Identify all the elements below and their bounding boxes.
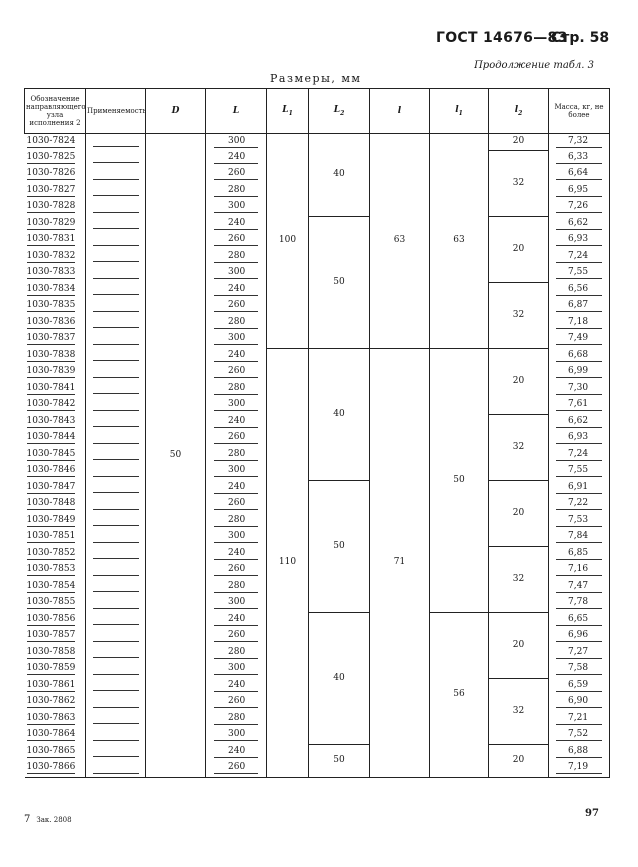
L-value-cell: 240 bbox=[206, 678, 267, 695]
application-cell bbox=[86, 150, 146, 167]
mass-cell: 7,47 bbox=[549, 579, 610, 596]
col-designation: Обозначение направляющего узла исполнения 2 bbox=[25, 89, 86, 134]
designation-cell: 1030-7827 bbox=[25, 183, 86, 200]
designation-cell: 1030-7839 bbox=[25, 365, 86, 382]
application-cell bbox=[86, 546, 146, 563]
mass-cell: 6,88 bbox=[549, 744, 610, 761]
table-row bbox=[25, 348, 610, 365]
L2-value-cell: 50 bbox=[309, 744, 370, 777]
l2-value-cell: 32 bbox=[489, 678, 549, 744]
mass-cell: 6,93 bbox=[549, 233, 610, 250]
designation-cell: 1030-7829 bbox=[25, 216, 86, 233]
L1-value-cell: 110 bbox=[267, 348, 309, 777]
l2-value-cell: 20 bbox=[489, 744, 549, 777]
l2-value-cell: 32 bbox=[489, 282, 549, 348]
L-value-cell: 280 bbox=[206, 579, 267, 596]
mass-cell: 6,87 bbox=[549, 299, 610, 316]
L-value-cell: 260 bbox=[206, 431, 267, 448]
designation-cell: 1030-7838 bbox=[25, 348, 86, 365]
table-row bbox=[25, 480, 610, 497]
L-value-cell: 260 bbox=[206, 299, 267, 316]
table-continuation-note: Продолжение табл. 3 bbox=[474, 60, 594, 71]
application-cell bbox=[86, 332, 146, 349]
l2-value-cell: 20 bbox=[489, 480, 549, 546]
L-value-cell: 300 bbox=[206, 398, 267, 415]
application-cell bbox=[86, 315, 146, 332]
mass-cell: 7,84 bbox=[549, 530, 610, 547]
L-value-cell: 280 bbox=[206, 645, 267, 662]
designation-cell: 1030-7841 bbox=[25, 381, 86, 398]
l2-value-cell: 32 bbox=[489, 150, 549, 216]
L-value-cell: 240 bbox=[206, 348, 267, 365]
mass-cell: 7,49 bbox=[549, 332, 610, 349]
L2-value-cell: 40 bbox=[309, 612, 370, 744]
L-value-cell: 300 bbox=[206, 266, 267, 283]
L-value-cell: 260 bbox=[206, 167, 267, 184]
col-D: D bbox=[146, 89, 206, 134]
l2-value-cell: 20 bbox=[489, 134, 549, 151]
mass-cell: 7,78 bbox=[549, 596, 610, 613]
designation-cell: 1030-7835 bbox=[25, 299, 86, 316]
mass-cell: 7,19 bbox=[549, 761, 610, 778]
mass-cell: 7,32 bbox=[549, 134, 610, 151]
mass-cell: 6,91 bbox=[549, 480, 610, 497]
designation-cell: 1030-7859 bbox=[25, 662, 86, 679]
application-cell bbox=[86, 530, 146, 547]
col-L2: $L_2$ bbox=[309, 89, 370, 134]
L1-value-cell: 100 bbox=[267, 134, 309, 349]
mass-cell: 6,65 bbox=[549, 612, 610, 629]
L-value-cell: 300 bbox=[206, 728, 267, 745]
L-value-cell: 240 bbox=[206, 612, 267, 629]
L-value-cell: 300 bbox=[206, 200, 267, 217]
designation-cell: 1030-7864 bbox=[25, 728, 86, 745]
designation-cell: 1030-7855 bbox=[25, 596, 86, 613]
designation-cell: 1030-7853 bbox=[25, 563, 86, 580]
application-cell bbox=[86, 348, 146, 365]
application-cell bbox=[86, 480, 146, 497]
mass-cell: 7,22 bbox=[549, 497, 610, 514]
application-cell bbox=[86, 596, 146, 613]
mass-cell: 6,93 bbox=[549, 431, 610, 448]
L-value-cell: 280 bbox=[206, 249, 267, 266]
application-cell bbox=[86, 398, 146, 415]
L2-value-cell: 40 bbox=[309, 134, 370, 217]
designation-cell: 1030-7844 bbox=[25, 431, 86, 448]
designation-cell: 1030-7832 bbox=[25, 249, 86, 266]
L2-value-cell: 40 bbox=[309, 348, 370, 480]
application-cell bbox=[86, 365, 146, 382]
application-cell bbox=[86, 299, 146, 316]
application-cell bbox=[86, 563, 146, 580]
mass-cell: 7,55 bbox=[549, 266, 610, 283]
mass-cell: 6,33 bbox=[549, 150, 610, 167]
L-value-cell: 240 bbox=[206, 414, 267, 431]
dimensions-table bbox=[24, 88, 610, 778]
application-cell bbox=[86, 612, 146, 629]
application-cell bbox=[86, 167, 146, 184]
application-cell bbox=[86, 200, 146, 217]
application-cell bbox=[86, 134, 146, 151]
mass-cell: 7,30 bbox=[549, 381, 610, 398]
designation-cell: 1030-7842 bbox=[25, 398, 86, 415]
mass-cell: 7,24 bbox=[549, 249, 610, 266]
mass-cell: 6,68 bbox=[549, 348, 610, 365]
designation-cell: 1030-7826 bbox=[25, 167, 86, 184]
application-cell bbox=[86, 629, 146, 646]
designation-cell: 1030-7845 bbox=[25, 447, 86, 464]
application-cell bbox=[86, 249, 146, 266]
L-value-cell: 260 bbox=[206, 761, 267, 778]
application-cell bbox=[86, 728, 146, 745]
L-value-cell: 240 bbox=[206, 744, 267, 761]
application-cell bbox=[86, 266, 146, 283]
footer-page-number: 97 bbox=[585, 808, 599, 819]
L-value-cell: 280 bbox=[206, 315, 267, 332]
l2-value-cell: 20 bbox=[489, 348, 549, 414]
mass-cell: 7,21 bbox=[549, 711, 610, 728]
designation-cell: 1030-7861 bbox=[25, 678, 86, 695]
col-l: l bbox=[370, 89, 430, 134]
designation-cell: 1030-7856 bbox=[25, 612, 86, 629]
application-cell bbox=[86, 414, 146, 431]
mass-cell: 6,99 bbox=[549, 365, 610, 382]
L-value-cell: 240 bbox=[206, 546, 267, 563]
application-cell bbox=[86, 579, 146, 596]
table-row bbox=[25, 612, 610, 629]
table-body bbox=[25, 134, 610, 778]
l2-value-cell: 20 bbox=[489, 612, 549, 678]
page-number: Стр. 58 bbox=[551, 30, 610, 46]
application-cell bbox=[86, 744, 146, 761]
L-value-cell: 300 bbox=[206, 530, 267, 547]
designation-cell: 1030-7834 bbox=[25, 282, 86, 299]
L-value-cell: 300 bbox=[206, 662, 267, 679]
footer-left: 7 Зак. 2808 bbox=[24, 814, 72, 825]
designation-cell: 1030-7833 bbox=[25, 266, 86, 283]
designation-cell: 1030-7857 bbox=[25, 629, 86, 646]
application-cell bbox=[86, 233, 146, 250]
designation-cell: 1030-7825 bbox=[25, 150, 86, 167]
designation-cell: 1030-7849 bbox=[25, 513, 86, 530]
application-cell bbox=[86, 711, 146, 728]
mass-cell: 6,96 bbox=[549, 629, 610, 646]
table-row bbox=[25, 134, 610, 151]
L-value-cell: 300 bbox=[206, 134, 267, 151]
L-value-cell: 260 bbox=[206, 497, 267, 514]
designation-cell: 1030-7837 bbox=[25, 332, 86, 349]
col-mass: Масса, кг, не более bbox=[549, 89, 610, 134]
l2-value-cell: 32 bbox=[489, 546, 549, 612]
mass-cell: 7,16 bbox=[549, 563, 610, 580]
l2-value-cell: 32 bbox=[489, 414, 549, 480]
designation-cell: 1030-7828 bbox=[25, 200, 86, 217]
table-row bbox=[25, 744, 610, 761]
L-value-cell: 260 bbox=[206, 563, 267, 580]
table-header-row bbox=[25, 89, 610, 134]
L-value-cell: 280 bbox=[206, 447, 267, 464]
L-value-cell: 280 bbox=[206, 381, 267, 398]
l-value-cell: 63 bbox=[370, 134, 430, 349]
l2-value-cell: 20 bbox=[489, 216, 549, 282]
L-value-cell: 280 bbox=[206, 711, 267, 728]
L-value-cell: 240 bbox=[206, 150, 267, 167]
mass-cell: 6,95 bbox=[549, 183, 610, 200]
application-cell bbox=[86, 678, 146, 695]
col-L1: $L_1$ bbox=[267, 89, 309, 134]
mass-cell: 6,59 bbox=[549, 678, 610, 695]
l1-value-cell: 56 bbox=[430, 612, 489, 777]
mass-cell: 6,85 bbox=[549, 546, 610, 563]
designation-cell: 1030-7843 bbox=[25, 414, 86, 431]
designation-cell: 1030-7866 bbox=[25, 761, 86, 778]
mass-cell: 7,24 bbox=[549, 447, 610, 464]
L-value-cell: 280 bbox=[206, 183, 267, 200]
L-value-cell: 240 bbox=[206, 216, 267, 233]
L-value-cell: 260 bbox=[206, 695, 267, 712]
mass-cell: 7,55 bbox=[549, 464, 610, 481]
L-value-cell: 240 bbox=[206, 480, 267, 497]
col-application: Применяемость bbox=[86, 89, 146, 134]
designation-cell: 1030-7865 bbox=[25, 744, 86, 761]
designation-cell: 1030-7858 bbox=[25, 645, 86, 662]
application-cell bbox=[86, 183, 146, 200]
l1-value-cell: 63 bbox=[430, 134, 489, 349]
standard-number: ГОСТ 14676—83 bbox=[436, 30, 568, 46]
D-value-cell: 50 bbox=[146, 134, 206, 778]
designation-cell: 1030-7847 bbox=[25, 480, 86, 497]
mass-cell: 7,53 bbox=[549, 513, 610, 530]
mass-cell: 7,26 bbox=[549, 200, 610, 217]
mass-cell: 6,90 bbox=[549, 695, 610, 712]
mass-cell: 6,62 bbox=[549, 216, 610, 233]
mass-cell: 6,62 bbox=[549, 414, 610, 431]
mass-cell: 6,64 bbox=[549, 167, 610, 184]
application-cell bbox=[86, 216, 146, 233]
L2-value-cell: 50 bbox=[309, 480, 370, 612]
L-value-cell: 240 bbox=[206, 282, 267, 299]
mass-cell: 7,58 bbox=[549, 662, 610, 679]
l1-value-cell: 50 bbox=[430, 348, 489, 612]
application-cell bbox=[86, 645, 146, 662]
application-cell bbox=[86, 513, 146, 530]
col-L: L bbox=[206, 89, 267, 134]
designation-cell: 1030-7854 bbox=[25, 579, 86, 596]
designation-cell: 1030-7824 bbox=[25, 134, 86, 151]
designation-cell: 1030-7851 bbox=[25, 530, 86, 547]
col-l1: $l_1$ bbox=[430, 89, 489, 134]
col-l2: $l_2$ bbox=[489, 89, 549, 134]
designation-cell: 1030-7862 bbox=[25, 695, 86, 712]
application-cell bbox=[86, 662, 146, 679]
mass-cell: 7,18 bbox=[549, 315, 610, 332]
L-value-cell: 260 bbox=[206, 233, 267, 250]
designation-cell: 1030-7831 bbox=[25, 233, 86, 250]
application-cell bbox=[86, 282, 146, 299]
L-value-cell: 300 bbox=[206, 332, 267, 349]
L-value-cell: 260 bbox=[206, 629, 267, 646]
mass-cell: 6,56 bbox=[549, 282, 610, 299]
application-cell bbox=[86, 381, 146, 398]
application-cell bbox=[86, 497, 146, 514]
application-cell bbox=[86, 464, 146, 481]
designation-cell: 1030-7836 bbox=[25, 315, 86, 332]
application-cell bbox=[86, 431, 146, 448]
designation-cell: 1030-7848 bbox=[25, 497, 86, 514]
L-value-cell: 260 bbox=[206, 365, 267, 382]
L-value-cell: 280 bbox=[206, 513, 267, 530]
l-value-cell: 71 bbox=[370, 348, 430, 777]
L-value-cell: 300 bbox=[206, 464, 267, 481]
L-value-cell: 300 bbox=[206, 596, 267, 613]
application-cell bbox=[86, 761, 146, 778]
mass-cell: 7,27 bbox=[549, 645, 610, 662]
dimensions-caption: Размеры, мм bbox=[270, 72, 362, 85]
table-row bbox=[25, 216, 610, 233]
application-cell bbox=[86, 447, 146, 464]
designation-cell: 1030-7863 bbox=[25, 711, 86, 728]
mass-cell: 7,61 bbox=[549, 398, 610, 415]
order-note: Зак. 2808 bbox=[36, 816, 72, 824]
designation-cell: 1030-7846 bbox=[25, 464, 86, 481]
mass-cell: 7,52 bbox=[549, 728, 610, 745]
designation-cell: 1030-7852 bbox=[25, 546, 86, 563]
application-cell bbox=[86, 695, 146, 712]
L2-value-cell: 50 bbox=[309, 216, 370, 348]
